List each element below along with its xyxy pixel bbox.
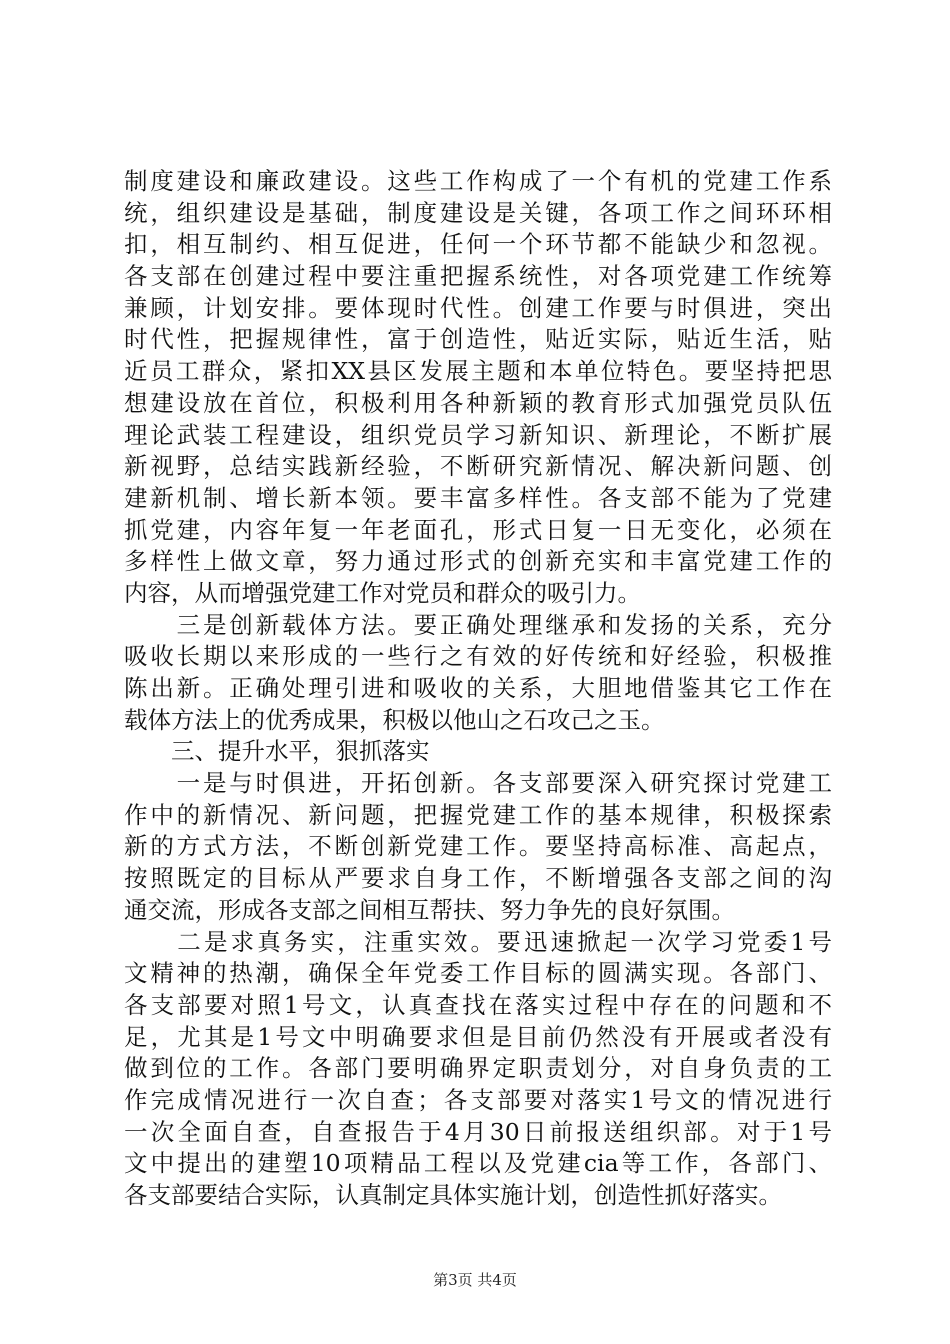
text-line: 通交流，形成各支部之间相互帮扶、努力争先的良好氛围。	[124, 895, 735, 924]
text-line: 近员工群众，紧扣XX县区发展主题和本单位特色。要坚持把思	[124, 357, 832, 386]
text-line: 制度建设和廉政建设。这些工作构成了一个有机的党建工作系	[124, 167, 832, 195]
text-line: 建新机制、增长新本领。要丰富多样性。各支部不能为了党建	[124, 483, 832, 512]
text-line: 一是与时俱进，开拓创新。各支部要深入研究探讨党建工	[124, 769, 832, 798]
text-line: 吸收长期以来形成的一些行之有效的好传统和好经验，积极推	[124, 642, 832, 671]
text-line: 抓党建，内容年复一年老面孔，形式日复一日无变化，必须在	[124, 515, 832, 544]
text-line: 各支部要对照1号文，认真查找在落实过程中存在的问题和不	[124, 990, 832, 1019]
text-line: 一次全面自查，自查报告于4月30日前报送组织部。对于1号	[124, 1117, 832, 1146]
text-line: 做到位的工作。各部门要明确界定职责划分，对自身负责的工	[124, 1054, 832, 1083]
text-line: 想建设放在首位，积极利用各种新颖的教育形式加强党员队伍	[124, 388, 832, 417]
text-line: 各支部要结合实际，认真制定具体实施计划，创造性抓好落实。	[124, 1181, 782, 1209]
text-line: 三是创新载体方法。要正确处理继承和发扬的关系，充分	[124, 610, 832, 639]
text-line: 文中提出的建塑10项精品工程以及党建cia等工作，各部门、	[124, 1149, 832, 1178]
text-line: 按照既定的目标从严要求自身工作，不断增强各支部之间的沟	[124, 864, 832, 893]
text-line: 时代性，把握规律性，富于创造性，贴近实际，贴近生活，贴	[124, 325, 832, 354]
text-line: 内容，从而增强党建工作对党员和群众的吸引力。	[124, 578, 641, 607]
text-line: 理论武装工程建设，组织党员学习新知识、新理论，不断扩展	[124, 420, 832, 449]
text-line: 新视野，总结实践新经验，不断研究新情况、解决新问题、创	[124, 452, 832, 481]
text-line: 作中的新情况、新问题，把握党建工作的基本规律，积极探索	[124, 800, 832, 829]
text-line: 各支部在创建过程中要注重把握系统性，对各项党建工作统筹	[124, 262, 832, 291]
text-line: 统，组织建设是基础，制度建设是关键，各项工作之间环环相	[124, 198, 832, 227]
text-line: 载体方法上的优秀成果，积极以他山之石攻己之玉。	[124, 705, 665, 734]
page-footer	[0, 1270, 950, 1290]
text-line: 足，尤其是1号文中明确要求但是目前仍然没有开展或者没有	[124, 1022, 832, 1051]
text-line: 三、提升水平，狠抓落实	[124, 737, 430, 766]
text-line: 二是求真务实，注重实效。要迅速掀起一次学习党委1号	[124, 927, 832, 956]
text-line: 文精神的热潮，确保全年党委工作目标的圆满实现。各部门、	[124, 959, 832, 988]
text-line: 多样性上做文章，努力通过形式的创新充实和丰富党建工作的	[124, 547, 832, 576]
text-line: 兼顾，计划安排。要体现时代性。创建工作要与时俱进，突出	[124, 293, 832, 322]
page-number-label: 第3页 共4页	[433, 1271, 517, 1289]
text-line: 扣，相互制约、相互促进，任何一个环节都不能缺少和忽视。	[124, 230, 832, 259]
text-line: 新的方式方法，不断创新党建工作。要坚持高标准、高起点，	[124, 832, 832, 861]
text-line: 陈出新。正确处理引进和吸收的关系，大胆地借鉴其它工作在	[124, 674, 832, 702]
document-body	[124, 166, 832, 1212]
text-line: 作完成情况进行一次自查；各支部要对落实1号文的情况进行	[124, 1085, 832, 1114]
